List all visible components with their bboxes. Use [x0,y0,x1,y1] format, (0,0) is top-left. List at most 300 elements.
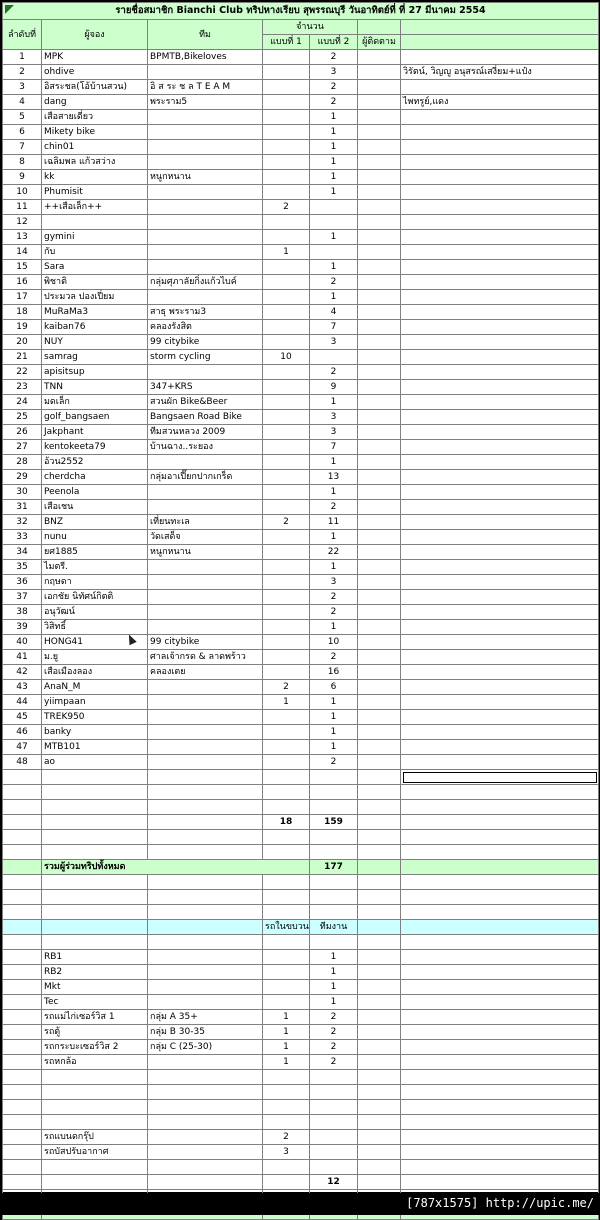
followers-note [401,260,599,275]
followers-count [358,380,401,395]
type2-count: 3 [310,65,358,80]
empty-cell [148,1145,263,1160]
table-row [3,740,599,755]
type2-count: 1 [310,710,358,725]
followers-count [358,455,401,470]
followers-note [401,155,599,170]
empty-cell [42,800,148,815]
empty-cell [148,1070,263,1085]
row-number: 21 [3,350,42,365]
empty-cell [401,935,599,950]
type2-count: 1 [310,530,358,545]
rider-name: ประมวล ปองเปี่ยม [42,290,148,305]
followers-count [358,680,401,695]
empty-cell [42,935,148,950]
type2-count: 7 [310,440,358,455]
followers-note [401,635,599,650]
followers-count [358,200,401,215]
empty-cell [401,1160,599,1175]
blank-row [3,1085,599,1100]
empty-cell [148,800,263,815]
type2-count: 3 [310,575,358,590]
row-number: 46 [3,725,42,740]
followers-note [401,275,599,290]
empty-cell [310,890,358,905]
rider-name: ++เสือเล็ก++ [42,200,148,215]
empty-cell [3,815,42,830]
followers-count [358,710,401,725]
followers-count [358,185,401,200]
team-name [148,245,263,260]
row-number: 45 [3,710,42,725]
staff-name: รถหกล้อ [42,1055,148,1070]
team-name: กลุ่มศุภาลัยกิ่งแก้วไบค์ [148,275,263,290]
row-number: 19 [3,320,42,335]
team-name: ทีมสวนหลวง 2009 [148,425,263,440]
followers-note [401,245,599,260]
type2-count: 1 [310,170,358,185]
followers-count [358,650,401,665]
empty-cell [358,860,401,875]
followers-count [358,320,401,335]
staff-team [148,1055,263,1070]
type2-count [310,215,358,230]
vehicle-count [263,995,310,1010]
team-name: สาธุ พระราม3 [148,305,263,320]
type1-count [263,665,310,680]
subtotal-type1: 18 [263,815,310,830]
type2-count: 1 [310,290,358,305]
type2-count [310,200,358,215]
rider-name: พิชาติ [42,275,148,290]
empty-cell [401,1085,599,1100]
type2-count: 1 [310,125,358,140]
empty-cell [358,1070,401,1085]
type1-count [263,170,310,185]
team-name [148,740,263,755]
rider-name: banky [42,725,148,740]
type2-count: 10 [310,635,358,650]
header-team: ทีม [148,20,263,50]
type1-count [263,305,310,320]
followers-note [401,740,599,755]
type1-count [263,395,310,410]
staff-name: RB2 [42,965,148,980]
empty-cell [401,800,599,815]
staff-name: รถกระบะเซอร์วิส 2 [42,1040,148,1055]
empty-cell [3,770,42,785]
staff-name: รถตู้ [42,1025,148,1040]
followers-count [358,230,401,245]
type2-count: 1 [310,260,358,275]
followers-count [358,620,401,635]
empty-cell [3,1145,42,1160]
type2-count: 2 [310,500,358,515]
empty-cell [310,1130,358,1145]
type1-count: 2 [263,515,310,530]
followers-count [358,215,401,230]
table-row [3,725,599,740]
team-name [148,365,263,380]
empty-cell [263,1100,310,1115]
table-row [3,635,599,650]
rider-name: chin01 [42,140,148,155]
table-row [3,230,599,245]
followers-note [401,200,599,215]
table-row [3,425,599,440]
followers-note [401,560,599,575]
table-row [3,470,599,485]
table-row [3,530,599,545]
empty-cell [148,905,263,920]
header-staff: ทีมงาน [310,920,358,935]
rider-name: อิสระชล(โอ้บ้านสวน) [42,80,148,95]
type2-count: 2 [310,590,358,605]
type2-count: 1 [310,185,358,200]
empty-cell [42,830,148,845]
empty-cell [310,770,358,785]
followers-note [401,725,599,740]
type1-count [263,425,310,440]
followers-note [401,695,599,710]
followers-note [401,320,599,335]
type1-count [263,740,310,755]
followers-note [401,620,599,635]
empty-cell [263,830,310,845]
followers-count [358,440,401,455]
team-name [148,680,263,695]
followers-count [358,65,401,80]
type1-count [263,380,310,395]
rider-name: kk [42,170,148,185]
row-number: 12 [3,215,42,230]
followers-note [401,425,599,440]
empty-cell [263,905,310,920]
staff-header-row [3,920,599,935]
table-row [3,290,599,305]
staff-row [3,1025,599,1040]
empty-cell [42,1160,148,1175]
blank-row [3,905,599,920]
followers-count [358,590,401,605]
type1-count [263,545,310,560]
empty-cell [358,1130,401,1145]
empty-cell [310,830,358,845]
followers-count [358,410,401,425]
type2-count: 3 [310,335,358,350]
followers-note [401,515,599,530]
blank-row [3,875,599,890]
row-number: 8 [3,155,42,170]
followers-count [358,515,401,530]
empty-cell [3,1025,42,1040]
followers-note [401,305,599,320]
empty-cell [3,1175,42,1190]
followers-count [358,665,401,680]
empty-cell [42,1175,148,1190]
empty-cell [358,920,401,935]
followers-note [401,470,599,485]
row-number: 22 [3,365,42,380]
empty-cell [358,1160,401,1175]
staff-name: รถแม่ไก่เซอร์วิส 1 [42,1010,148,1025]
followers-count [358,740,401,755]
row-number: 7 [3,140,42,155]
empty-cell [148,1175,263,1190]
row-number: 35 [3,560,42,575]
followers-count [358,50,401,65]
empty-cell [3,1085,42,1100]
followers-note [401,395,599,410]
row-number: 20 [3,335,42,350]
followers-count [358,425,401,440]
image-host-footer [0,1193,600,1215]
team-name [148,110,263,125]
team-name [148,140,263,155]
empty-cell [310,935,358,950]
empty-cell [401,950,599,965]
table-row [3,155,599,170]
team-name [148,620,263,635]
type1-count: 2 [263,200,310,215]
team-name [148,725,263,740]
table-row [3,350,599,365]
type1-count [263,755,310,770]
empty-cell [148,1160,263,1175]
rider-name: มดเล็ก [42,395,148,410]
table-row [3,575,599,590]
staff-team [148,995,263,1010]
table-row [3,620,599,635]
rider-name: อ้วน2552 [42,455,148,470]
type1-count [263,215,310,230]
row-number: 43 [3,680,42,695]
row-number: 5 [3,110,42,125]
empty-cell [263,890,310,905]
row-number: 33 [3,530,42,545]
blank-row [3,935,599,950]
empty-cell [401,965,599,980]
empty-cell [42,920,148,935]
followers-note [401,50,599,65]
type2-count: 2 [310,95,358,110]
followers-note [401,590,599,605]
empty-cell [401,815,599,830]
staff-team [148,980,263,995]
rider-name: kentokeeta79 [42,440,148,455]
team-name: เที่ยนทะเล [148,515,263,530]
empty-cell [42,785,148,800]
empty-cell [148,1130,263,1145]
followers-count [358,95,401,110]
row-number: 13 [3,230,42,245]
staff-count: 2 [310,1025,358,1040]
row-number: 26 [3,425,42,440]
type2-count: 13 [310,470,358,485]
empty-cell [263,800,310,815]
subtotal-type2: 159 [310,815,358,830]
blank-row [3,830,599,845]
footer-text: [787x1575] http://upic.me/ [406,1196,594,1210]
empty-cell [310,1145,358,1160]
table-row [3,305,599,320]
blank-row [3,1070,599,1085]
vehicle-count: 1 [263,1055,310,1070]
empty-cell [310,800,358,815]
empty-cell [310,1085,358,1100]
empty-cell [263,1175,310,1190]
empty-cell [42,1115,148,1130]
row-number: 42 [3,665,42,680]
row-number: 1 [3,50,42,65]
rider-name: Peenola [42,485,148,500]
type2-count: 1 [310,455,358,470]
type1-count [263,230,310,245]
title-row [3,3,599,20]
row-number: 41 [3,650,42,665]
type1-count: 1 [263,695,310,710]
type2-count: 1 [310,485,358,500]
followers-note [401,365,599,380]
team-name: ศาลเจ้ากรด & ลาดพร้าว [148,650,263,665]
table-row [3,440,599,455]
followers-note [401,440,599,455]
table-row [3,515,599,530]
empty-cell [3,800,42,815]
followers-count [358,605,401,620]
team-name: 99 citybike [148,635,263,650]
staff-team [148,950,263,965]
table-row [3,320,599,335]
table-row [3,125,599,140]
corner-marker-icon [5,5,14,14]
empty-cell [263,845,310,860]
type2-count: 2 [310,650,358,665]
table-row [3,680,599,695]
empty-cell [310,785,358,800]
staff-row [3,980,599,995]
team-name [148,485,263,500]
total-riders-value: 177 [310,860,358,875]
header-followers: ผู้ติดตาม [358,35,401,50]
type2-count: 1 [310,695,358,710]
empty-cell [3,1010,42,1025]
vehicle-count [263,950,310,965]
followers-note [401,530,599,545]
type1-count [263,140,310,155]
type2-count: 1 [310,155,358,170]
empty-cell [3,785,42,800]
empty-cell [148,935,263,950]
table-row [3,110,599,125]
table-row [3,695,599,710]
total-riders-row [3,860,599,875]
empty-cell [358,980,401,995]
empty-cell [263,1070,310,1085]
team-name [148,185,263,200]
empty-cell [263,1160,310,1175]
rider-name: dang [42,95,148,110]
row-number: 48 [3,755,42,770]
followers-count [358,500,401,515]
header-type2: แบบที่ 2 [310,35,358,50]
staff-team: กลุ่ม A 35+ [148,1010,263,1025]
empty-cell [3,890,42,905]
rider-name: gymini [42,230,148,245]
followers-note [401,215,599,230]
table-row [3,95,599,110]
type1-count [263,455,310,470]
header-empty [358,20,401,35]
type1-count [263,320,310,335]
followers-note [401,500,599,515]
team-name [148,605,263,620]
empty-cell [42,1070,148,1085]
empty-cell [310,1070,358,1085]
empty-cell [358,770,401,785]
followers-count [358,545,401,560]
vehicle-count: 1 [263,1025,310,1040]
type2-count: 3 [310,410,358,425]
row-number: 37 [3,590,42,605]
staff-team: กลุ่ม C (25-30) [148,1040,263,1055]
empty-cell [358,1055,401,1070]
empty-cell [358,1085,401,1100]
staff-count: 2 [310,1055,358,1070]
type2-count: 1 [310,740,358,755]
empty-cell [358,1100,401,1115]
empty-cell [358,950,401,965]
type2-count: 2 [310,275,358,290]
empty-cell [148,845,263,860]
row-number: 38 [3,605,42,620]
row-number: 29 [3,470,42,485]
empty-cell [401,905,599,920]
header-vehicles: รถในขบวน [263,920,310,935]
empty-cell [148,1100,263,1115]
empty-cell [148,890,263,905]
spreadsheet [2,2,598,1192]
rider-name: BNZ [42,515,148,530]
empty-cell [42,770,148,785]
team-name [148,560,263,575]
followers-count [358,80,401,95]
empty-cell [358,815,401,830]
empty-cell [358,890,401,905]
team-name [148,260,263,275]
team-name: BPMTB,Bikeloves [148,50,263,65]
empty-cell [3,1070,42,1085]
followers-count [358,635,401,650]
type2-count: 7 [310,320,358,335]
rider-name: ม.ยู [42,650,148,665]
empty-cell [3,860,42,875]
rider-name: ao [42,755,148,770]
blank-row [3,1100,599,1115]
blank-row [3,785,599,800]
row-number: 9 [3,170,42,185]
row-number: 16 [3,275,42,290]
empty-cell [263,1115,310,1130]
empty-cell [358,1010,401,1025]
type1-count [263,110,310,125]
type1-count [263,440,310,455]
staff-subtotal: 12 [310,1175,358,1190]
table-row [3,500,599,515]
type1-count [263,185,310,200]
empty-cell [358,845,401,860]
empty-cell [3,905,42,920]
